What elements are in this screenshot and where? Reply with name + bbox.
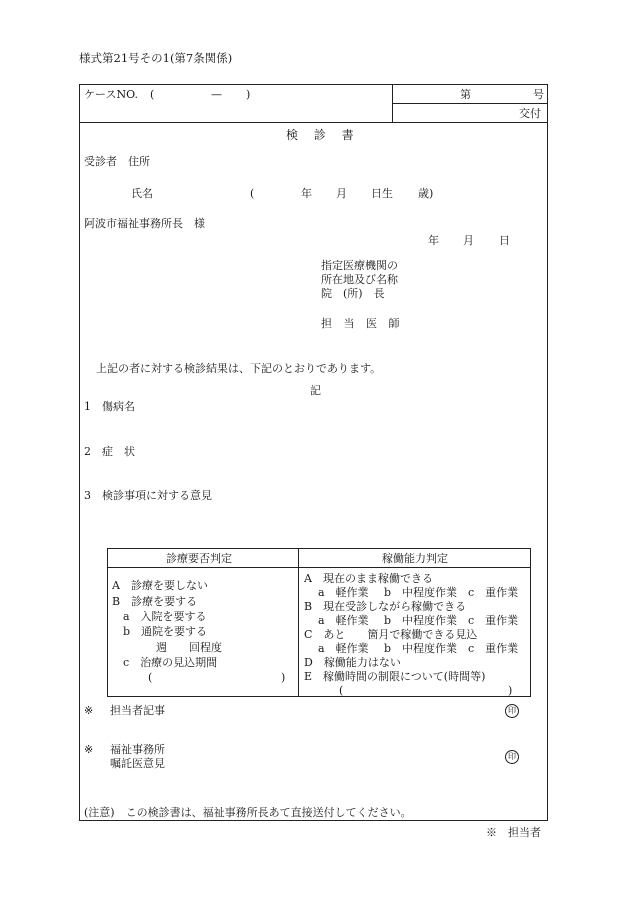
issued-label: 交付 [519, 107, 541, 120]
medical-option-ba: a 入院を要する [123, 610, 207, 623]
work-option-e: E 稼働時間の制限について(時間等) [304, 670, 486, 683]
work-option-c: C あと 箇月で稼働できる見込 [304, 628, 478, 641]
work-hours-close-paren: ) [508, 684, 513, 697]
birth-year: 年 [301, 187, 312, 200]
section-opinion: 3 検診事項に対する意見 [84, 489, 212, 502]
footer-note: (注意) この検診書は、福祉事務所長あて直接送付してください。 [84, 806, 412, 819]
birth-month: 月 [336, 187, 347, 200]
doctor-note-line1: 福祉事務所 [110, 743, 165, 756]
document-title: 検 診 書 [286, 128, 360, 142]
birth-open-paren: ( [250, 187, 255, 200]
doctor-seal-icon: 印 [505, 750, 519, 764]
work-option-a: A 現在のまま稼働できる [304, 572, 433, 585]
header-bottom-line [79, 122, 548, 123]
work-ability-header: 稼働能力判定 [382, 552, 448, 565]
patient-label: 受診者 [84, 155, 117, 168]
footer-staff: ※ 担当者 [486, 826, 541, 839]
staff-note-label: 担当者記事 [110, 704, 165, 717]
section-symptoms: 2 症 状 [84, 445, 135, 458]
medical-period-open-paren: ( [148, 671, 153, 684]
number-prefix: 第 [460, 88, 471, 101]
case-no-dash: — [211, 88, 222, 101]
staff-seal-icon: 印 [505, 704, 519, 718]
work-option-b-light: a 軽作業 [318, 614, 369, 627]
medical-option-b: B 診療を要する [112, 595, 198, 608]
case-no-label: ケースNO. [84, 88, 138, 101]
age-label: 歳) [418, 187, 434, 200]
address-label: 住所 [128, 155, 150, 168]
medical-period-close-paren: ) [281, 671, 286, 684]
institution-line2: 所在地及び名称 [321, 273, 398, 286]
section-diagnosis: 1 傷病名 [84, 400, 135, 413]
institution-line3: 院 (所) 長 [321, 287, 385, 300]
medical-option-bb: b 通院を要する [123, 625, 208, 638]
doctor-label: 担 当 医 師 [321, 317, 404, 330]
work-option-d: D 稼働能力はない [304, 656, 401, 669]
name-label: 氏名 [131, 187, 153, 200]
birth-day: 日生 [371, 187, 393, 200]
medical-necessity-header: 診療要否判定 [166, 552, 232, 565]
addressee: 阿波市福祉事務所長 様 [84, 217, 205, 230]
doctor-note-mark: ※ [84, 743, 94, 756]
doctor-note-line2: 嘱託医意見 [110, 757, 165, 770]
date-month: 月 [463, 234, 474, 247]
work-option-b-heavy: c 重作業 [468, 614, 519, 627]
number-suffix: 号 [533, 88, 544, 101]
institution-line1: 指定医療機関の [321, 259, 398, 272]
work-option-a-heavy: c 重作業 [468, 586, 519, 599]
ki-label: 記 [310, 384, 321, 397]
work-option-a-medium: b 中程度作業 [384, 586, 458, 599]
statement: 上記の者に対する検診結果は、下記のとおりであります。 [96, 362, 382, 375]
judgement-header-line [107, 567, 531, 568]
form-number: 様式第21号その1(第7条関係) [79, 51, 233, 65]
work-option-a-light: a 軽作業 [318, 586, 369, 599]
staff-note-mark: ※ [84, 704, 94, 717]
medical-option-a: A 診療を要しない [112, 579, 208, 592]
work-option-c-heavy: c 重作業 [468, 642, 519, 655]
work-option-c-light: a 軽作業 [318, 642, 369, 655]
date-year: 年 [428, 234, 439, 247]
header-row-line [392, 103, 548, 104]
work-option-c-medium: b 中程度作業 [384, 642, 458, 655]
work-hours-open-paren: ( [339, 684, 344, 697]
date-day: 日 [499, 234, 510, 247]
case-no-open-paren: ( [150, 88, 155, 101]
medical-weekly-frequency: 週 回程度 [156, 641, 222, 654]
work-option-b-medium: b 中程度作業 [384, 614, 458, 627]
judgement-column-divider [298, 548, 299, 697]
work-option-b: B 現在受診しながら稼働できる [304, 600, 467, 613]
case-no-close-paren: ) [246, 88, 251, 101]
medical-option-bc: c 治療の見込期間 [123, 656, 218, 669]
